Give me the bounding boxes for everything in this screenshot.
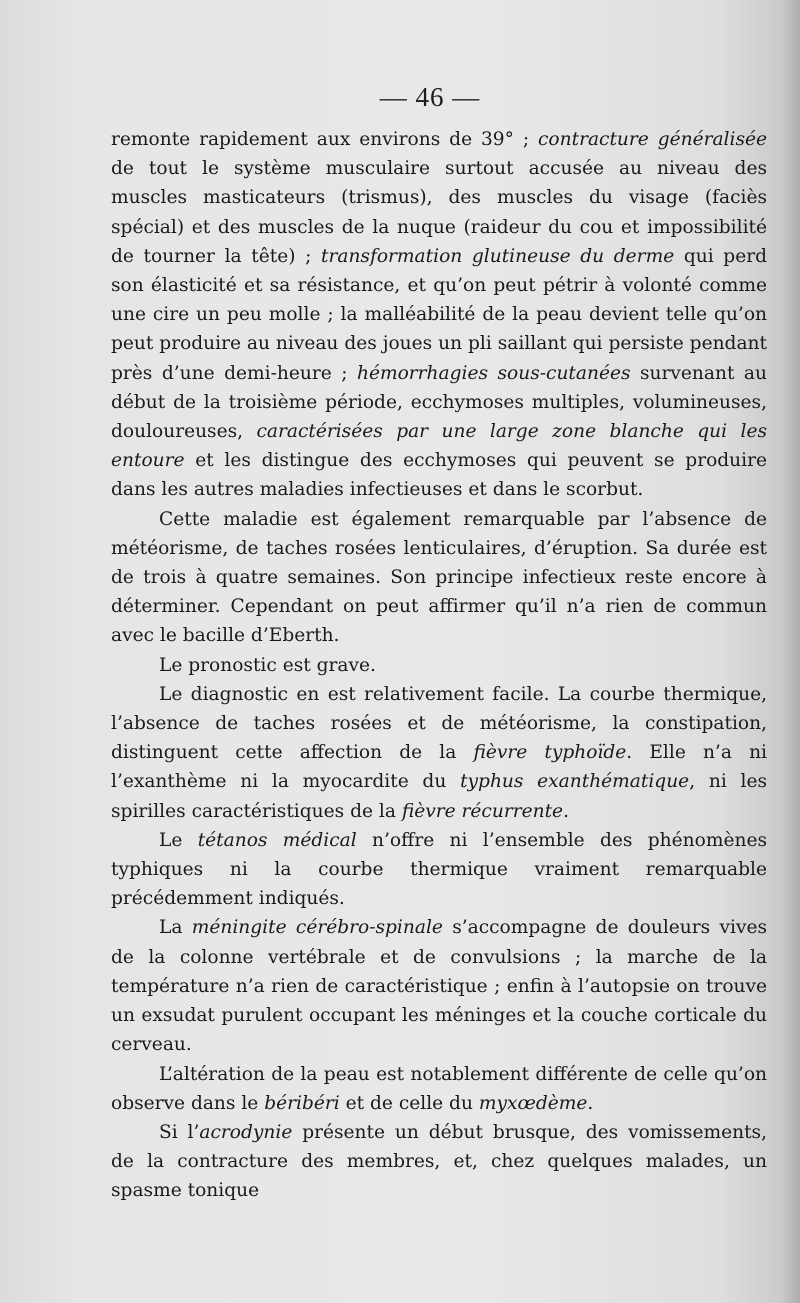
paragraph [111, 1060, 767, 1118]
italic-text: hémorrhagies sous-cutanées [356, 362, 631, 384]
text-run: et les distingue des ecchymoses qui peuvent se produire dans les autres maladies infectieuses et dans le scorbut. [111, 450, 767, 501]
text-run: de tout le système musculaire surtout accusée au niveau des muscles masticateurs (trismus), des muscles du visage (faciès spécial) et des muscles de la nuque (raideur du cou et impossibilité de tourner la tête) ; [111, 158, 767, 267]
italic-text: typhus exanthématique [460, 771, 690, 793]
italic-text: méningite cérébro-spinale [191, 917, 443, 939]
italic-text: tétanos médical [197, 829, 357, 851]
text-run: survenant au début de la troisième période, ecchymoses multiples, volumineuses, douloureuses, [111, 362, 767, 443]
italic-text: fièvre récurrente [401, 800, 564, 822]
body-text [111, 125, 767, 1206]
paragraph [111, 505, 767, 651]
paragraph [111, 680, 767, 826]
italic-text: béribéri [264, 1092, 340, 1114]
italic-text: fièvre typhoïde [473, 742, 627, 764]
italic-text: myxœdème [478, 1092, 588, 1114]
paragraph [111, 651, 767, 680]
text-run: L’altération de la peau est notablement différente de celle qu’on observe dans le [111, 1063, 767, 1114]
text-run: . [587, 1092, 594, 1114]
text-run: qui perd son élasticité et sa résistance, et qu’on peut pétrir à volonté comme une cire un peu molle ; la malléabilité de la peau devient telle qu’on peut produire au niveau des joues un pli saillant qui persiste pendant près d’une demi-heure ; [111, 245, 768, 384]
text-run: , ni les spirilles caractéristiques de la [111, 771, 768, 822]
text-run: La [159, 917, 192, 939]
text-run: remonte rapidement aux environs de 39° ; [111, 129, 539, 150]
text-run: . [563, 800, 569, 822]
text-run: Le diagnostic en est relativement facile. La courbe thermique, l’absence de taches rosées et de météorisme, la constipation, distinguent cette affection de la [111, 683, 767, 764]
text-run: s’accompagne de douleurs vives de la colonne vertébrale et de convulsions ; la marche de la température n’a rien de caractéristique ; enfin à l’autopsie on trouve un exsudat purulent occupant les méninges et la couche corticale du cerveau. [111, 917, 768, 1056]
text-run: et de celle du [339, 1092, 479, 1114]
page-edge-shadow [782, 0, 800, 1303]
text-run: Cette maladie est également remarquable par l’absence de météorisme, de taches rosées lenticulaires, d’éruption. Sa durée est de trois à quatre semaines. Son principe infectieux reste encore à déterminer. Cependant on peut affirmer qu’il n’a rien de commun avec le bacille d’Eberth. [111, 508, 767, 647]
paragraph [111, 826, 767, 914]
text-run: Le [159, 829, 198, 851]
paragraph [111, 913, 767, 1059]
italic-text: transformation glutineuse du derme [321, 245, 675, 267]
italic-text: acrodynie [199, 1121, 293, 1143]
text-run: . Elle n’a ni l’exanthème ni la myocardite du [111, 742, 767, 793]
text-run: présente un début brusque, des vomissements, de la contracture des membres, et, chez quelques malades, un spasme tonique [111, 1121, 767, 1202]
text-run: n’offre ni l’ensemble des phénomènes typhiques ni la courbe thermique vraiment remarquable précédemment indiqués. [111, 829, 767, 910]
italic-text: caractérisées par une large zone blanche qui les entoure [111, 421, 767, 472]
italic-text: contracture généralisée [538, 129, 768, 150]
paragraph [111, 125, 767, 505]
page-number: — 46 — [379, 82, 481, 112]
text-run: Si l’ [159, 1121, 200, 1143]
paragraph [111, 1118, 767, 1206]
text-run: Le pronostic est grave. [159, 654, 376, 676]
